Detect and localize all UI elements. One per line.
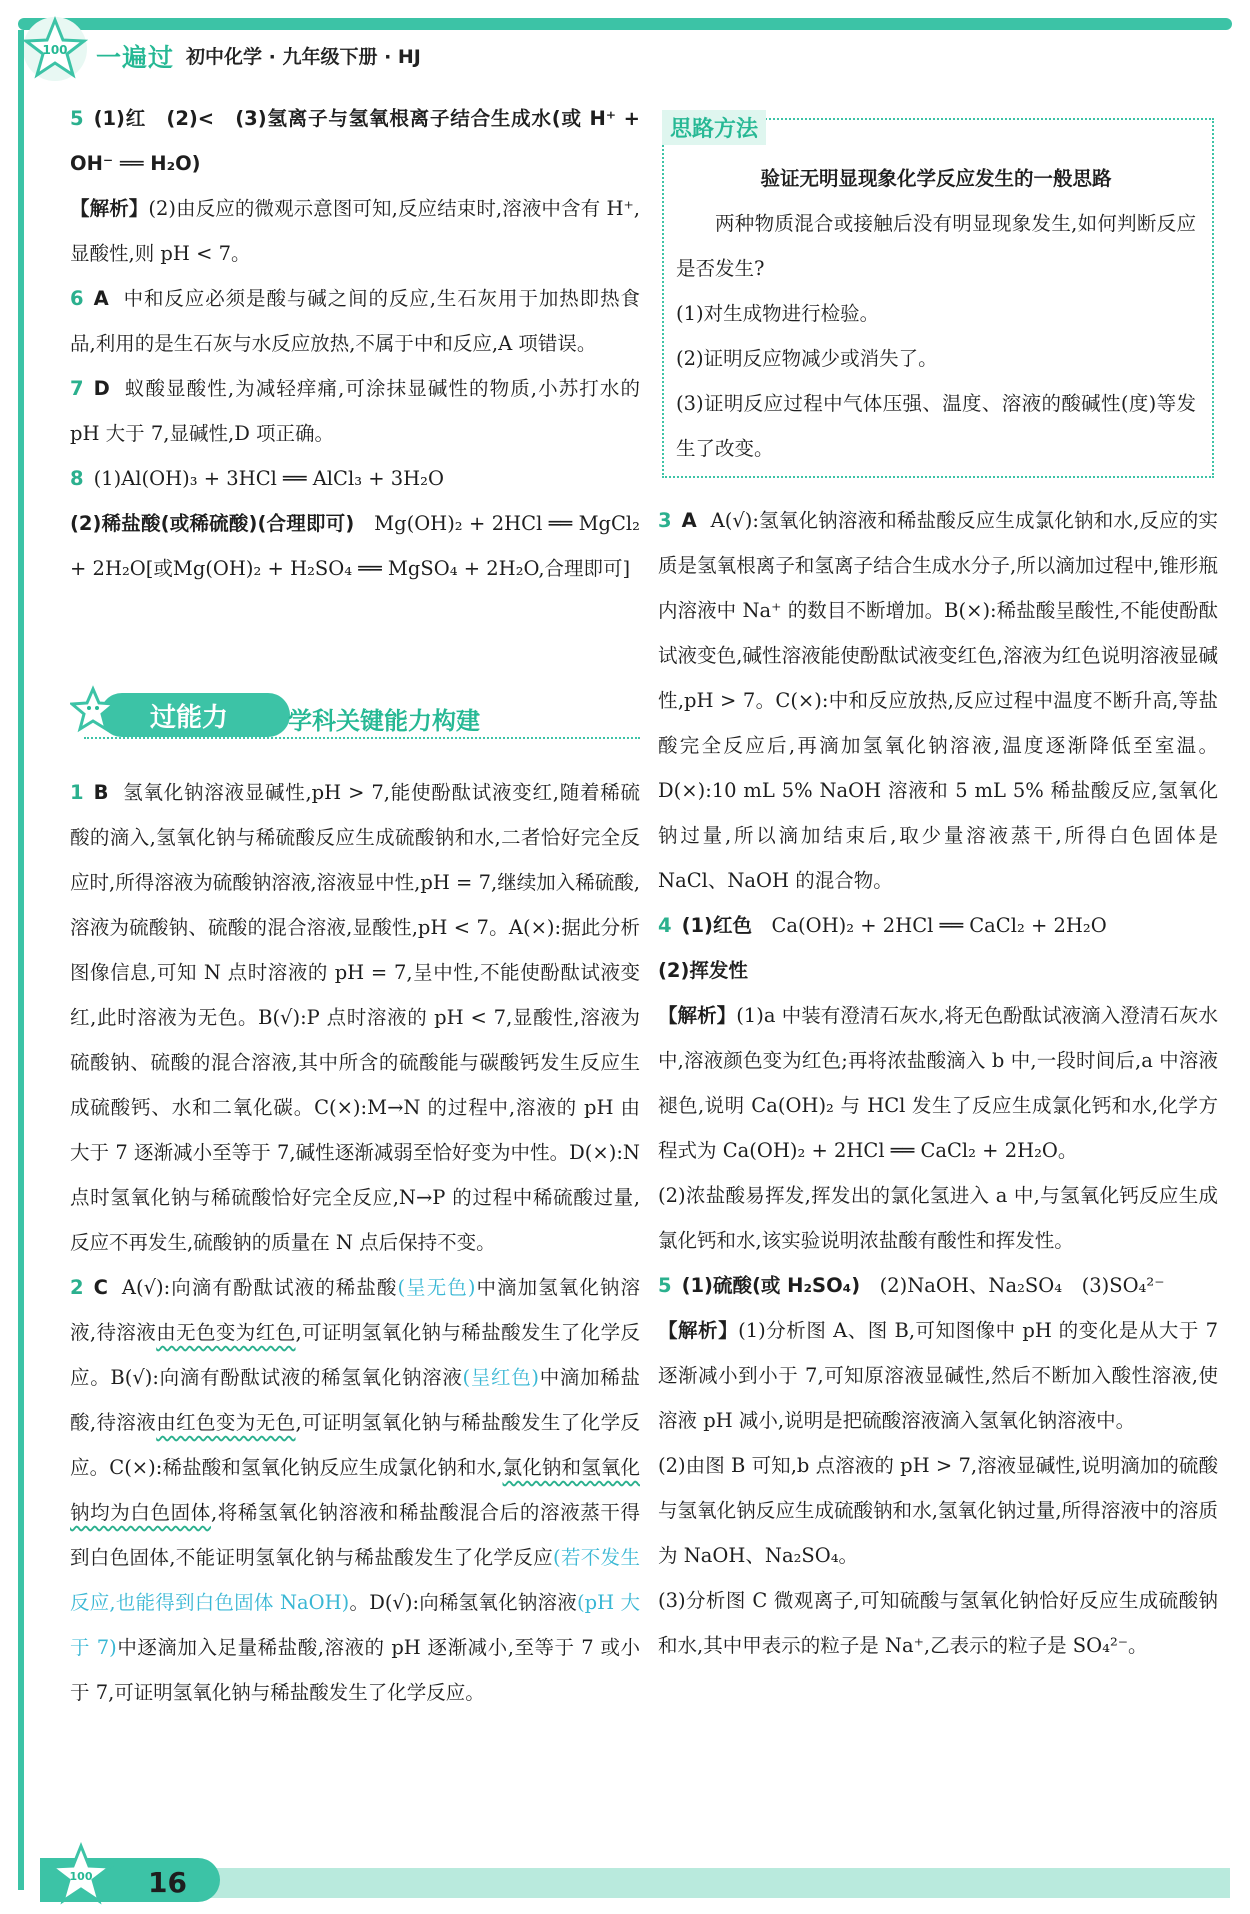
method-title: 验证无明显现象化学反应发生的一般思路 xyxy=(760,167,1112,190)
method-line: (3)证明反应过程中气体压强、温度、溶液的酸碱性(度)等发生了改变。 xyxy=(676,392,1196,460)
answer-choice: A xyxy=(93,287,109,310)
method-line: (1)对生成物进行检验。 xyxy=(676,302,880,325)
analysis-tag: 【解析】 xyxy=(658,1004,737,1027)
question-number: 7 xyxy=(70,377,84,400)
answer-text: ,将稀氢氧化钠溶液和稀盐酸混合后的溶液蒸干得到白色固体,不能证明氢氧化钠与稀盐酸发生了化学反应 xyxy=(70,1501,640,1569)
analysis-b5 xyxy=(658,1308,1218,1443)
question-number: 2 xyxy=(70,1276,84,1299)
analysis-text: (2)由图 B 可知,b 点溶液的 pH > 7,溶液显碱性,说明滴加的硫酸与氢氧化钠反应生成硫酸钠和水,氢氧化钠过量,所得溶液中的溶质为 NaOH、Na₂SO₄。 xyxy=(658,1454,1218,1567)
analysis-text: (1)分析图 A、图 B,可知图像中 pH 的变化是从大于 7 逐渐减小到小于 7,可知原溶液显碱性,然后不断加入酸性溶液,使溶液 pH 减小,说明是把硫酸溶液滴入氢氧化钠溶液中。 xyxy=(658,1319,1218,1432)
section-subtitle: 学科关键能力构建 xyxy=(288,707,480,735)
page-header xyxy=(0,0,1250,90)
answer-text: (1)硫酸(或 H₂SO₄) xyxy=(681,1274,861,1297)
analysis-tag: 【解析】 xyxy=(70,197,149,220)
answer-5 xyxy=(70,96,640,186)
method-tag: 思路方法 xyxy=(662,110,766,145)
method-content xyxy=(676,156,1196,471)
star-mascot-icon xyxy=(70,685,116,741)
page-number: 16 xyxy=(148,1866,187,1899)
question-number: 3 xyxy=(658,509,672,532)
answer-b5 xyxy=(658,1263,1218,1308)
analysis-text: (2)由反应的微观示意图可知,反应结束时,溶液中含有 H⁺,显酸性,则 pH < 7。 xyxy=(70,197,640,265)
question-number: 4 xyxy=(658,914,672,937)
equation: (1)Al(OH)₃ + 3HCl ══ AlCl₃ + 3H₂O xyxy=(93,467,444,490)
question-number: 1 xyxy=(70,781,84,804)
emphasis-text: 由红色变为无色 xyxy=(156,1411,296,1434)
question-number: 6 xyxy=(70,287,84,310)
left-column-lower xyxy=(70,770,640,1715)
method-line: 两种物质混合或接触后没有明显现象发生,如何判断反应是否发生? xyxy=(676,212,1196,280)
answer-text: A(√):向滴有酚酞试液的稀盐酸 xyxy=(121,1276,398,1299)
analysis-5 xyxy=(70,186,640,276)
star-logo-icon xyxy=(20,14,90,84)
answer-choice: D xyxy=(93,377,110,400)
answer-text: ,可证明氢氧化钠与稀盐酸发生了化学反应。C(×):稀盐酸和氢氧化钠反应生成氯化钠和水, xyxy=(70,1411,640,1479)
margin-note: (若不发生反应,也能得到白色固体 NaOH) xyxy=(70,1546,640,1614)
answer-text: (2)稀盐酸(或稀硫酸)(合理即可) xyxy=(70,512,355,535)
question-number: 8 xyxy=(70,467,84,490)
analysis-text: (1)a 中装有澄清石灰水,将无色酚酞试液滴入澄清石灰水中,溶液颜色变为红色;再将浓盐酸滴入 b 中,一段时间后,a 中溶液褪色,说明 Ca(OH)₂ 与 HCl 发生了反应生成氯化钙和水,化学方程式为 Ca(OH)₂ + 2HCl ══ CaCl₂ + 2H₂O。 xyxy=(658,1004,1218,1162)
right-column xyxy=(658,498,1218,1668)
answer-b1 xyxy=(70,770,640,1265)
answer-text: (2)NaOH、Na₂SO₄ (3)SO₄²⁻ xyxy=(879,1274,1165,1297)
analysis-text: (2)浓盐酸易挥发,挥发出的氯化氢进入 a 中,与氢氧化钙反应生成氯化钙和水,该实验说明浓盐酸有酸性和挥发性。 xyxy=(658,1184,1218,1252)
emphasis-text: 由无色变为红色 xyxy=(156,1321,296,1344)
answer-choice: C xyxy=(93,1276,108,1299)
star-logo-icon xyxy=(48,1842,114,1908)
answer-choice: A xyxy=(681,509,697,532)
equation: Mg(OH)₂ + 2HCl ══ MgCl₂ + 2H₂O[或Mg(OH)₂ + H₂SO₄ ══ MgSO₄ + 2H₂O,合理即可] xyxy=(70,512,640,580)
answer-b4 xyxy=(658,903,1218,993)
margin-note: (呈无色) xyxy=(397,1276,476,1299)
answer-b2 xyxy=(70,1265,640,1715)
book-title: 初中化学 · 九年级下册 · HJ xyxy=(186,46,421,68)
section-title: 过能力 xyxy=(150,703,229,733)
margin-note: (pH 大于 7) xyxy=(70,1591,640,1659)
answer-6 xyxy=(70,276,640,366)
answer-choice: B xyxy=(93,781,109,804)
section-divider xyxy=(84,737,640,739)
svg-text:100: 100 xyxy=(42,43,68,57)
header-strip xyxy=(18,18,1232,30)
section-header xyxy=(70,685,640,745)
svg-text:100: 100 xyxy=(69,1870,93,1883)
answer-text: (1)红 (2)< (3)氢离子与氢氧根离子结合生成水(或 H⁺ + OH⁻ ══ H₂O) xyxy=(70,107,640,175)
answer-text: 中逐滴加入足量稀盐酸,溶液的 pH 逐渐减小,至等于 7 或小于 7,可证明氢氧化钠与稀盐酸发生了化学反应。 xyxy=(70,1636,640,1704)
footer-band xyxy=(200,1868,1230,1898)
margin-note: (呈红色) xyxy=(462,1366,540,1389)
answer-7 xyxy=(70,366,640,456)
answer-text: 中和反应必须是酸与碱之间的反应,生石灰用于加热即热食品,利用的是生石灰与水反应放热,不属于中和反应,A 项错误。 xyxy=(70,287,640,355)
question-number: 5 xyxy=(658,1274,672,1297)
equation: Ca(OH)₂ + 2HCl ══ CaCl₂ + 2H₂O xyxy=(771,914,1107,937)
emphasis-text: 氯化钠和氢氧化钠均为白色固体 xyxy=(70,1456,640,1524)
answer-8 xyxy=(70,456,640,591)
answer-text: 中滴加氢氧化钠溶液,待溶液 xyxy=(70,1276,640,1344)
answer-text: A(√):氢氧化钠溶液和稀盐酸反应生成氯化钠和水,反应的实质是氢氧根离子和氢离子结合生成水分子,所以滴加过程中,锥形瓶内溶液中 Na⁺ 的数目不断增加。B(×):稀盐酸呈酸性,不能使酚酞试液变色,碱性溶液能使酚酞试液变红色,溶液为红色说明溶液显碱性,pH > 7。C(×):中和反应放热,反应过程中温度不断升高,等盐酸完全反应后,再滴加氢氧化钠溶液,温度逐渐降低至室温。D(×):10 mL 5% NaOH 溶液和 5 mL 5% 稀盐酸反应,氢氧化钠过量,所以滴加结束后,取少量溶液蒸干,所得白色固体是 NaCl、NaOH 的混合物。 xyxy=(658,509,1218,892)
question-number: 5 xyxy=(70,107,84,130)
answer-b3 xyxy=(658,498,1218,903)
left-column xyxy=(70,96,640,591)
answer-text: 氢氧化钠溶液显碱性,pH > 7,能使酚酞试液变红,随着稀硫酸的滴入,氢氧化钠与稀硫酸反应生成硫酸钠和水,二者恰好完全反应时,所得溶液为硫酸钠溶液,溶液显中性,pH = 7,继续加入稀硫酸,溶液为硫酸钠、硫酸的混合溶液,显酸性,pH < 7。A(×):据此分析图像信息,可知 N 点时溶液的 pH = 7,呈中性,不能使酚酞试液变红,此时溶液为无色。B(√):P 点时溶液的 pH < 7,显酸性,溶液为硫酸钠、硫酸的混合溶液,其中所含的硫酸能与碳酸钙发生反应生成硫酸钙、水和二氧化碳。C(×):M→N 的过程中,溶液的 pH 由大于 7 逐渐减小至等于 7,碱性逐渐减弱至恰好变为中性。D(×):N 点时氢氧化钠与稀硫酸恰好完全反应,N→P 的过程中稀硫酸过量,反应不再发生,硫酸钠的质量在 N 点后保持不变。 xyxy=(70,781,640,1254)
analysis-text: (3)分析图 C 微观离子,可知硫酸与氢氧化钠恰好反应生成硫酸钠和水,其中甲表示的粒子是 Na⁺,乙表示的粒子是 SO₄²⁻。 xyxy=(658,1589,1218,1657)
brand-name: 一遍过 xyxy=(96,43,175,72)
answer-text: (1)红色 xyxy=(681,914,752,937)
left-border xyxy=(18,30,24,1890)
page-footer xyxy=(0,1838,1250,1914)
answer-text: 蚁酸显酸性,为减轻痒痛,可涂抹显碱性的物质,小苏打水的 pH 大于 7,显碱性,D 项正确。 xyxy=(70,377,640,445)
answer-text: 。D(√):向稀氢氧化钠溶液 xyxy=(349,1591,577,1614)
answer-text: (2)挥发性 xyxy=(658,959,748,982)
answer-text: ,可证明氢氧化钠与稀盐酸发生了化学反应。B(√):向滴有酚酞试液的稀氢氧化钠溶液 xyxy=(70,1321,640,1389)
analysis-b4 xyxy=(658,993,1218,1173)
answer-text: 中滴加稀盐酸,待溶液 xyxy=(70,1366,640,1434)
method-line: (2)证明反应物减少或消失了。 xyxy=(676,347,938,370)
analysis-tag: 【解析】 xyxy=(658,1319,739,1342)
